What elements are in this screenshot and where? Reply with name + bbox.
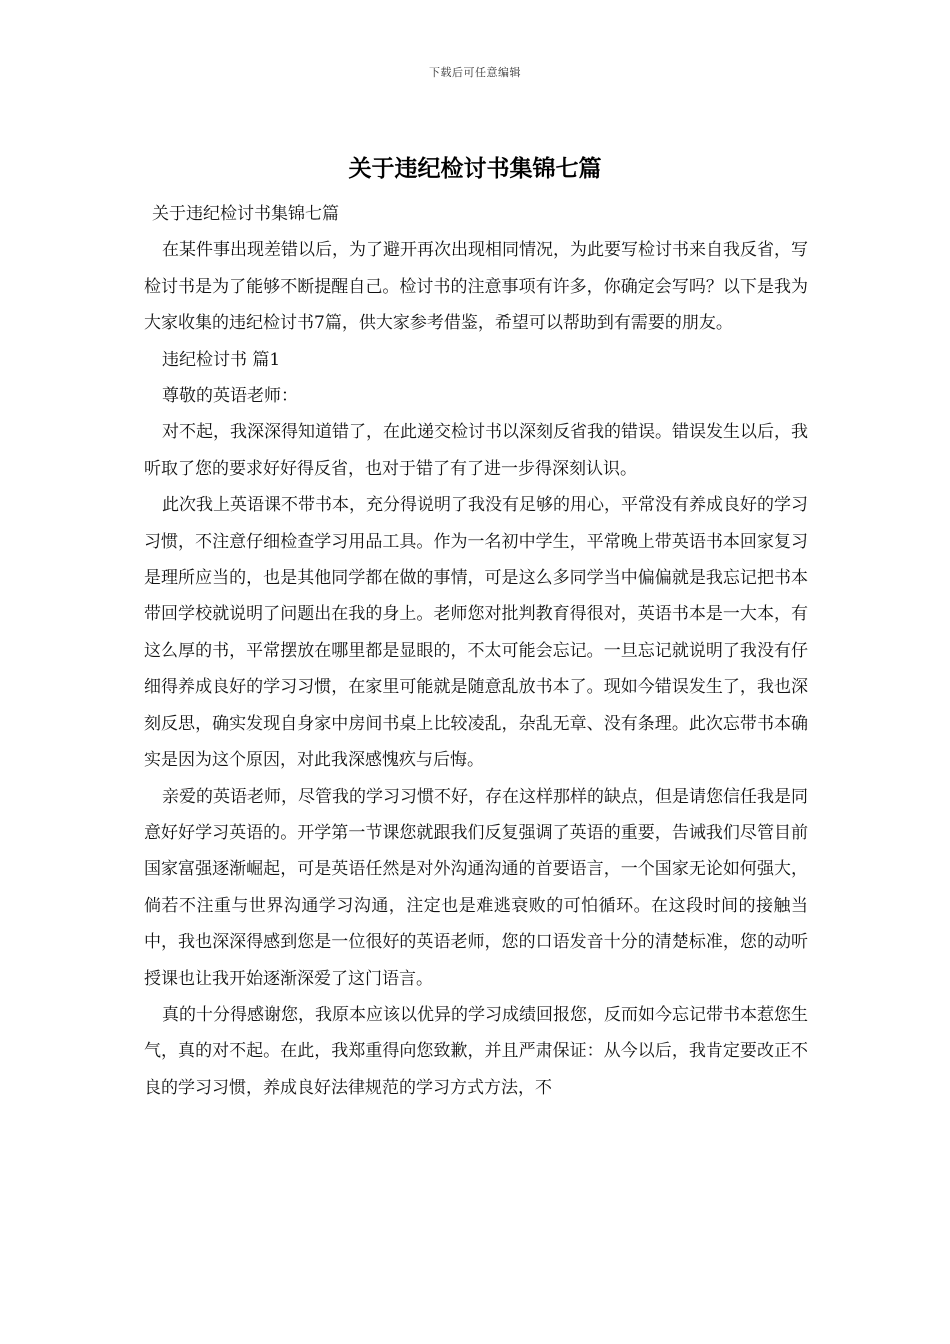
document-body (144, 196, 808, 1106)
salutation: 尊敬的英语老师： (162, 386, 298, 407)
body-paragraph: 此次我上英语课不带书本，充分得说明了我没有足够的用心，平常没有养成良好的学习习惯，不注意仔细检查学习用品工具。作为一名初中学生，平常晚上带英语书本回家复习是理所应当的，也是其他同学都在做的事情，可是这么多同学当中偏偏就是我忘记把书本带回学校就说明了问题出在我的身上。老师您对批判教育得很对，英语书本是一大本，有这么厚的书，平常摆放在哪里都是显眼的，不太可能会忘记。一旦忘记就说明了我没有仔细得养成良好的学习习惯，在家里可能就是随意乱放书本了。现如今错误发生了，我也深刻反思，确实发现自身家中房间书桌上比较凌乱，杂乱无章、没有条理。此次忘带书本确实是因为这个原因，对此我深感愧疚与后悔。 (144, 495, 808, 771)
section-heading: 违纪检讨书 篇1 (162, 349, 281, 370)
body-paragraph: 真的十分得感谢您，我原本应该以优异的学习成绩回报您，反而如今忘记带书本惹您生气，真的对不起。在此，我郑重得向您致歉，并且严肃保证：从今以后，我肯定要改正不良的学习习惯，养成良好法律规范的学习方式方法，不 (144, 1004, 808, 1098)
subtitle-paragraph: 关于违纪检讨书集锦七篇 (152, 204, 339, 224)
body-paragraph: 亲爱的英语老师，尽管我的学习习惯不好，存在这样那样的缺点，但是请您信任我是同意好好学习英语的。开学第一节课您就跟我们反复强调了英语的重要，告诫我们尽管目前国家富强逐渐崛起，可是英语任然是对外沟通沟通的首要语言，一个国家无论如何强大，倘若不注重与世界沟通学习沟通，注定也是难逃衰败的可怕循环。在这段时间的接触当中，我也深深得感到您是一位很好的英语老师，您的口语发音十分的清楚标准，您的动听授课也让我开始逐渐深爱了这门语言。 (144, 786, 808, 989)
header-note: 下载后可任意编辑 (429, 66, 521, 79)
document-title: 关于违纪检讨书集锦七篇 (348, 155, 602, 182)
intro-paragraph: 在某件事出现差错以后，为了避开再次出现相同情况，为此要写检讨书来自我反省，写检讨书是为了能够不断提醒自己。检讨书的注意事项有许多，你确定会写吗？以下是我为大家收集的违纪检讨书7篇，供大家参考借鉴，希望可以帮助到有需要的朋友。 (144, 240, 808, 334)
body-paragraph: 对不起，我深深得知道错了，在此递交检讨书以深刻反省我的错误。错误发生以后，我听取了您的要求好好得反省，也对于错了有了进一步得深刻认识。 (144, 422, 808, 479)
